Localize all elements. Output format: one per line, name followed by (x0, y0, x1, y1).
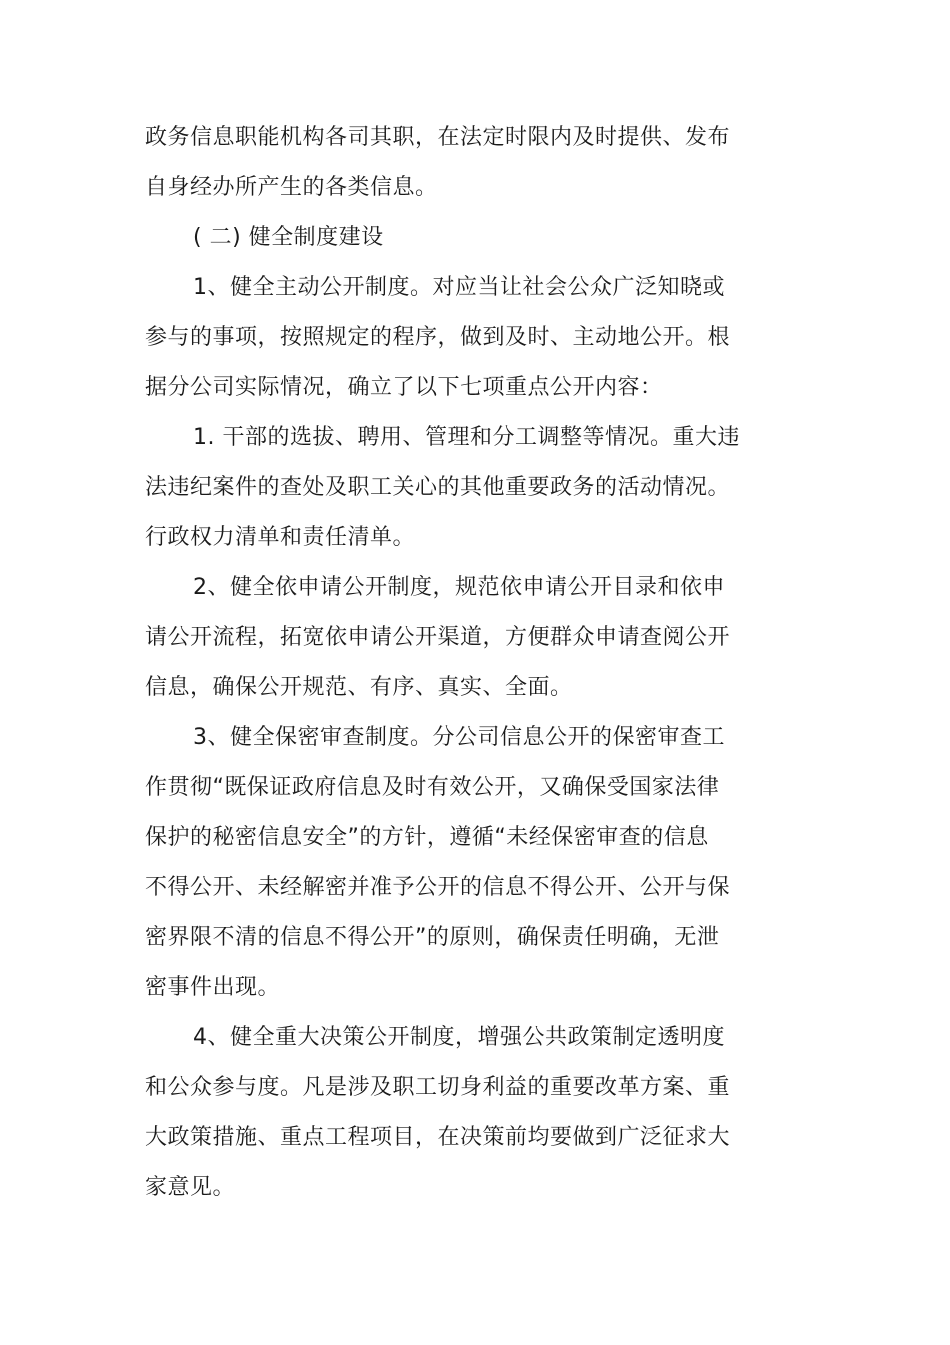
text-line: 保护的秘密信息安全”的方针，遵循“未经保密审查的信息 (145, 825, 709, 850)
text-line: 自身经办所产生的各类信息。 (145, 175, 438, 200)
text-line: 1、健全主动公开制度。对应当让社会公众广泛知晓或 (193, 275, 725, 300)
text-line: 政务信息职能机构各司其职，在法定时限内及时提供、发布 (145, 125, 731, 150)
paragraph (145, 413, 745, 563)
text-line: 家意见。 (145, 1175, 236, 1200)
text-line: 大政策措施、重点工程项目，在决策前均要做到广泛征求大 (145, 1125, 731, 1150)
paragraph (145, 713, 745, 1013)
text-line: 3、健全保密审查制度。分公司信息公开的保密审查工 (193, 725, 725, 750)
text-line: 4、健全重大决策公开制度，增强公共政策制定透明度 (193, 1025, 725, 1050)
text-line: 据分公司实际情况，确立了以下七项重点公开内容： (145, 375, 663, 400)
text-line: 2、健全依申请公开制度，规范依申请公开目录和依申 (193, 575, 725, 600)
text-line: 不得公开、未经解密并准予公开的信息不得公开、公开与保 (145, 875, 731, 900)
text-line: 行政权力清单和责任清单。 (145, 525, 416, 550)
text-line: 信息，确保公开规范、有序、真实、全面。 (145, 675, 573, 700)
document-body (145, 113, 745, 1213)
text-line: 和公众参与度。凡是涉及职工切身利益的重要改革方案、重 (145, 1075, 731, 1100)
text-line: 法违纪案件的查处及职工关心的其他重要政务的活动情况。 (145, 475, 731, 500)
text-line: 参与的事项，按照规定的程序，做到及时、主动地公开。根 (145, 325, 731, 350)
text-line: 请公开流程，拓宽依申请公开渠道，方便群众申请查阅公开 (145, 625, 731, 650)
text-line: 作贯彻“既保证政府信息及时有效公开，又确保受国家法律 (145, 775, 720, 800)
text-line: 1. 干部的选拔、聘用、管理和分工调整等情况。重大违 (193, 425, 740, 450)
text-line: ( 二) 健全制度建设 (193, 225, 384, 250)
section-heading (145, 213, 745, 263)
paragraph (145, 263, 745, 413)
paragraph (145, 1013, 745, 1213)
paragraph (145, 113, 745, 213)
paragraph (145, 563, 745, 713)
text-line: 密界限不清的信息不得公开”的原则，确保责任明确，无泄 (145, 925, 720, 950)
text-line: 密事件出现。 (145, 975, 281, 1000)
